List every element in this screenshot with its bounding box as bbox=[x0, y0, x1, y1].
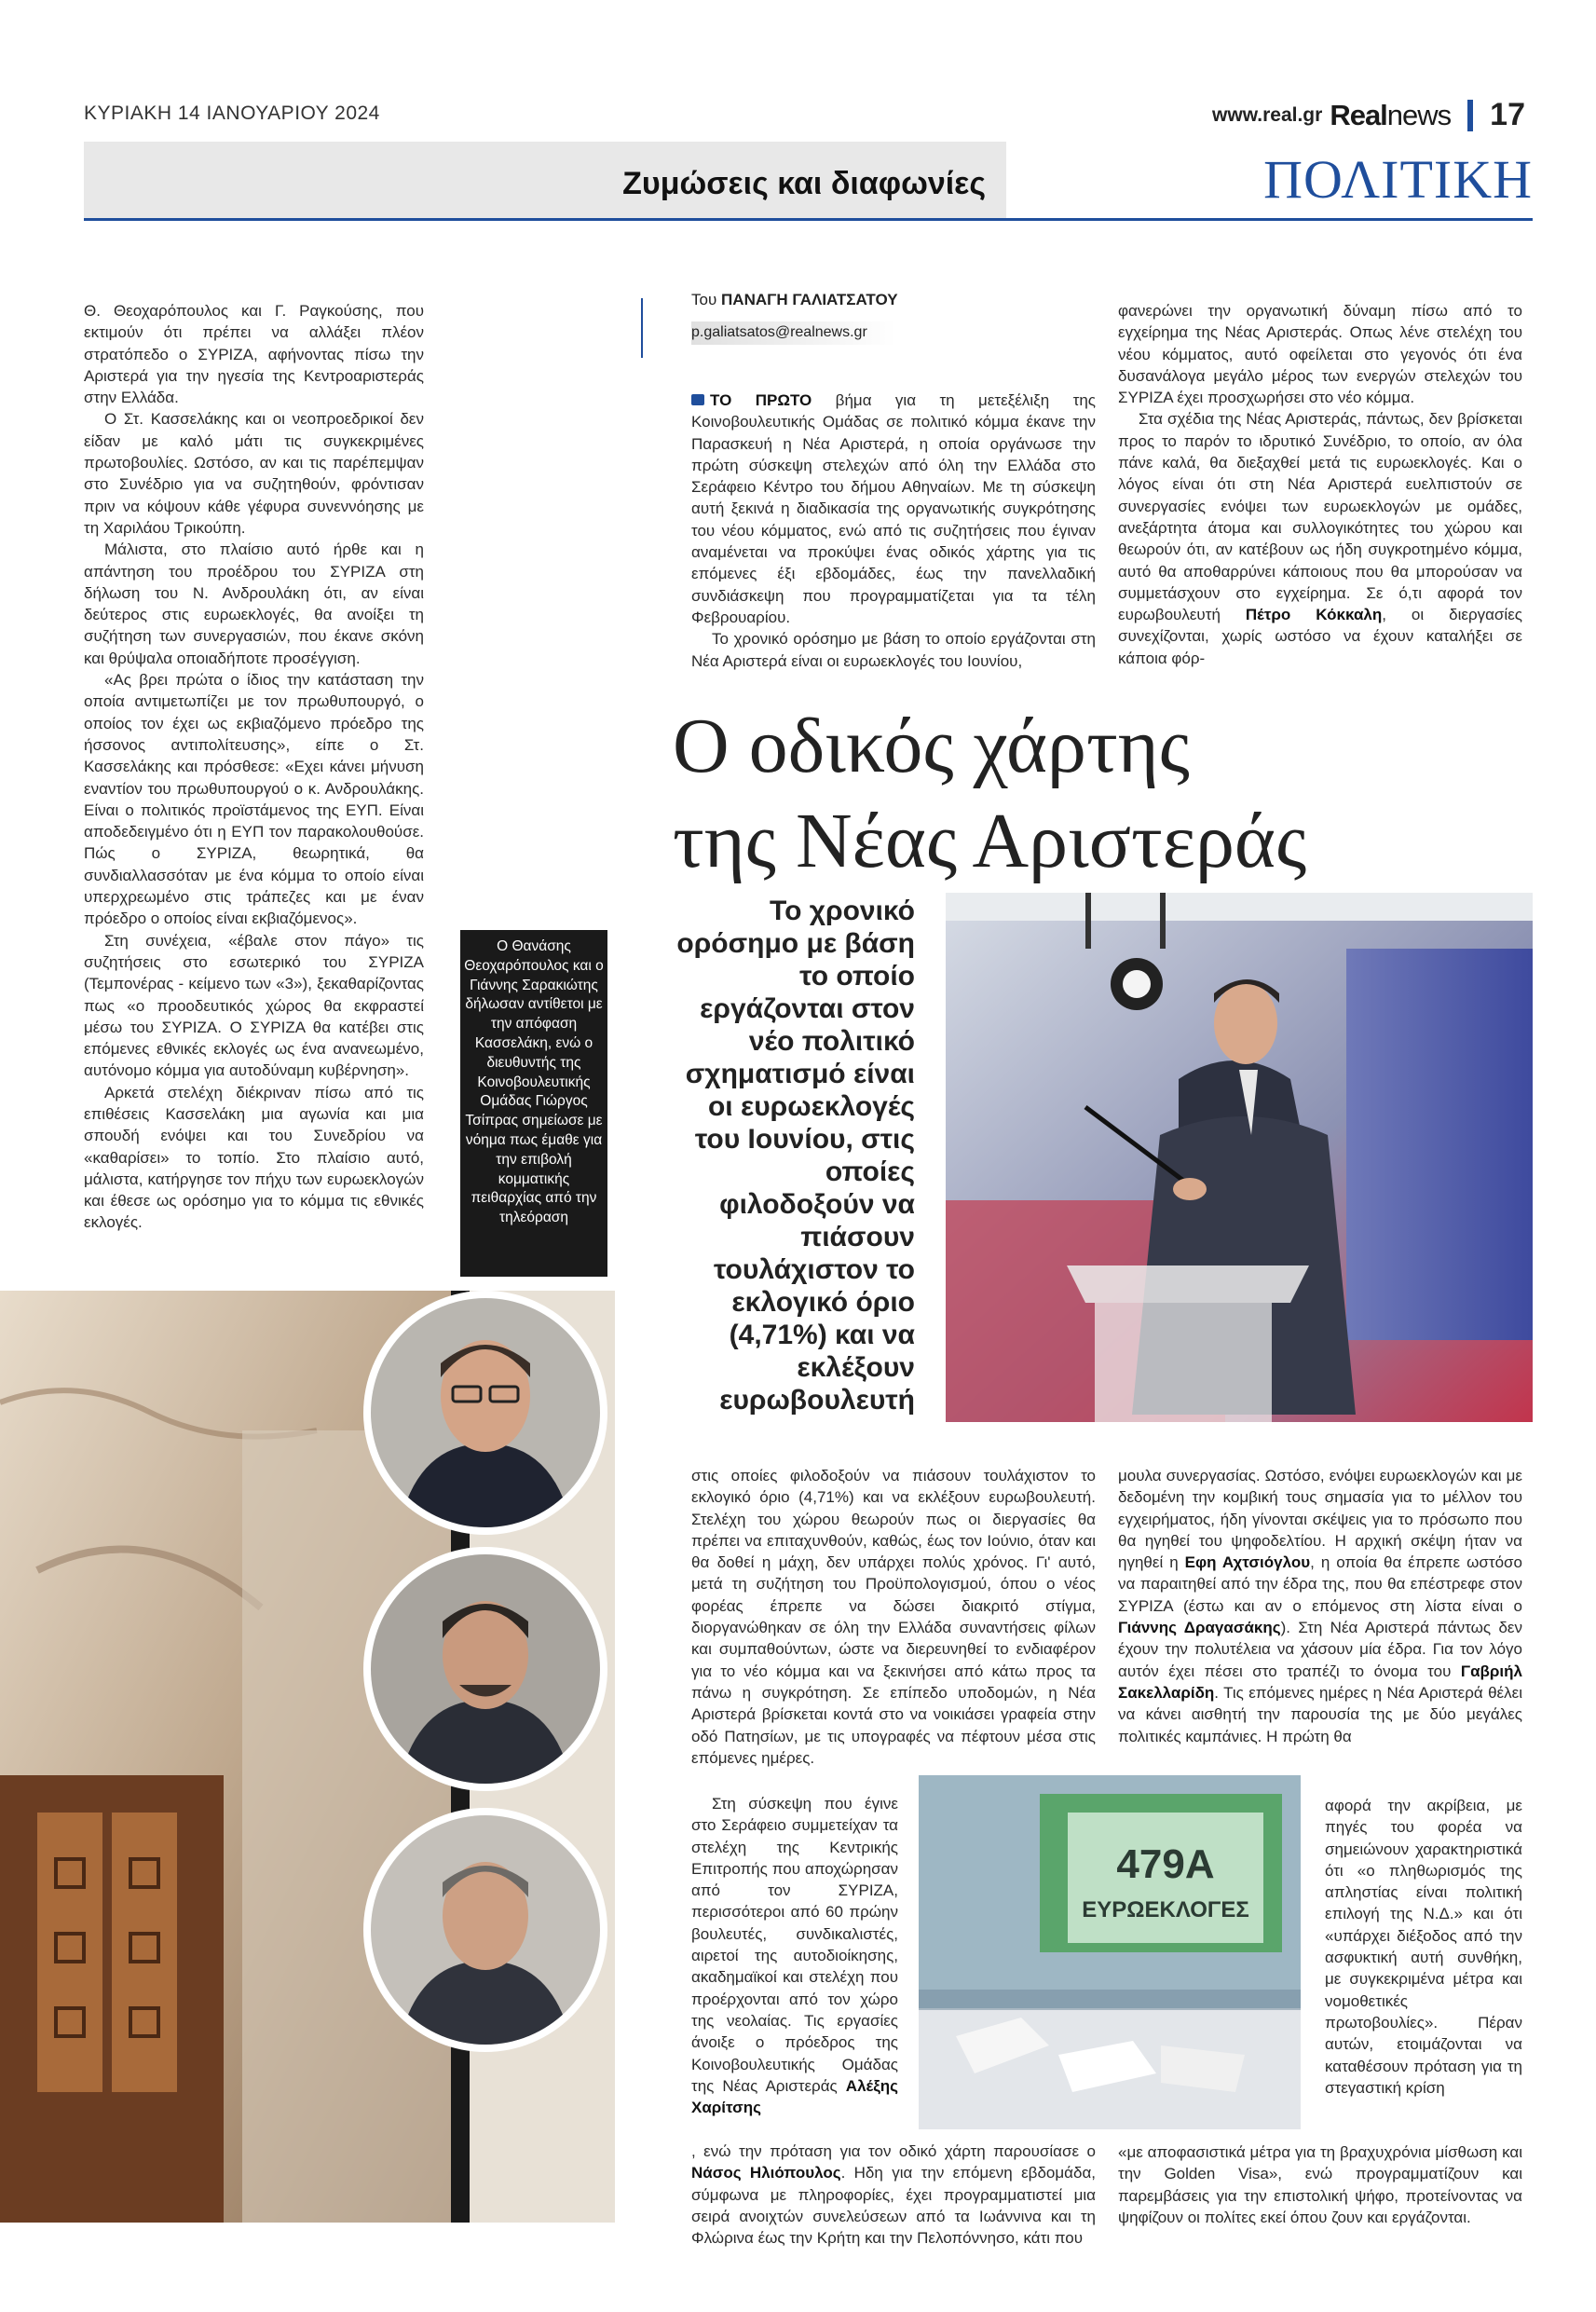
portrait-tsipras bbox=[363, 1808, 607, 2052]
pull-quote: Το χρονικό ορόσημο με βάση το οποίο εργάζονται στον νέο πολιτικό σχηματισμό είναι οι ευρωεκλογές του Ιουνίου, στις οποίες φιλοδοξούν να πιάσουν τουλάχιστον το εκλογικό όριο (4,71%) και να εκλέξουν ευρωβουλευτή bbox=[676, 896, 915, 1416]
portrait-sarakiotis bbox=[363, 1547, 607, 1791]
paragraph: «Ας βρει πρώτα ο ίδιος την κατάσταση την οποία αντιμετωπίζει με τον πρωθυπουργό, ο οποίος τον έχει ως εκβιαζόμενο πρόεδρο της ήσσονος αντιπολίτευσης», είπε ο Στ. Κασσελάκης και πρόσθεσε: «Εχει κάνει μήνυση εναντίον του πρωθυπουργού ο κ. Ανδρουλάκης. Είναι ο πολιτικός προϊστάμενος της ΕΥΠ. Είναι αποδεδειγμένο ότι η ΕΥΠ τον παρακολουθούσε. Πώς ο ΣΥΡΙΖΑ, θεωρητικά, θα συνδιαλλασσόταν με ένα κόμμα το οποίο είναι υπερχρεωμένο στις τράπεζες και με έναν πρόεδρο ο οποίος είναι εκβιαζόμενος». bbox=[84, 671, 424, 928]
byline-author: ΠΑΝΑΓΗ ΓΑΛΙΑΤΣΑΤΟΥ bbox=[721, 291, 898, 308]
lead-label: ΤΟ ΠΡΩΤΟ bbox=[710, 391, 812, 409]
page-number: 17 bbox=[1490, 97, 1525, 132]
column-1 bbox=[84, 300, 424, 1234]
paragraph: Αρκετά στελέχη διέκριναν πίσω από τις επιθέσεις Κασσελάκη μια αγωνία και μια σπουδή ενόψει και του Συνεδρίου να «καθαρίσει» το τοπίο. Στο πλαίσιο αυτό, μάλιστα, κατήργησε τον πήχυ των ευρωεκλογών και έθεσε ως ορόσημο για το κόμμα τις εθνικές εκλογές. bbox=[84, 1083, 424, 1232]
text-run: ). Στη Νέα Αριστερά πάντως δεν έχουν την πολυτέλεια να χάσουν μία έδρα. Για τον λόγο αυτόν έχει πέσει στο τραπέζι το όνομα του bbox=[1118, 1619, 1522, 1680]
paragraph bbox=[1118, 1465, 1522, 1747]
column-5-narrow bbox=[1325, 1795, 1522, 2099]
speaker-photo bbox=[946, 893, 1533, 1422]
text-run: . Ηδη για την επόμενη εβδομάδα, σύμφωνα με πληροφορίες, έχει προγραμματιστεί μια σειρά ανοιχτών συνελεύσεων από τα Ιωάννινα και τη Φλώρινα έως την Κρήτη και την Πελοπόννησο, κάτι που bbox=[691, 2164, 1097, 2248]
person-name: Γαβριήλ Σακελλαρίδη bbox=[1118, 1662, 1522, 1702]
column-4 bbox=[691, 1465, 1096, 1769]
paragraph: αφορά την ακρίβεια, με πηγές του φορέα να σημειώνουν χαρακτηριστικά ότι «ο πληθωρισμός της απληστίας είναι πολιτική επιλογή της Ν.Δ.» και ότι «υπάρχει διέξοδος από την ασφυκτική αυτή συνθήκη, με συγκεκριμένα μέτρα και νομοθετικές πρωτοβουλίες». Πέραν αυτών, ετοιμάζονται να καταθέσουν πρόταση για τη στεγαστική κρίση bbox=[1325, 1797, 1522, 2097]
text-run: , η οποία θα έπρεπε ωστόσο να παραιτηθεί από την έδρα της, που θα επέστρεφε στον ΣΥΡΙΖΑ (έστω και αν ο επόμενος στη λίστα είναι ο bbox=[1118, 1553, 1522, 1615]
text-run: , οι διεργασίες συνεχίζονται, χωρίς ωστόσο να έχουν καταλήξει σε κάποια φόρ- bbox=[1118, 606, 1522, 667]
byline bbox=[691, 291, 898, 309]
paragraph: Στη συνέχεια, «έβαλε στον πάγο» τις συζητήσεις στο εσωτερικό του ΣΥΡΙΖΑ (Τεμπονέρας - κείμενο των «3»), ξεκαθαρίζοντας πως «ο προοδευτικός χώρος θα εκφραστεί μέσω του ΣΥΡΙΖΑ. Ο ΣΥΡΙΖΑ θα κατέβει στις επόμενες εθνικές εκλογές ως ένα ανανεωμένο, αυτόνομο κόμμα για αυτοδύναμη κυβέρνηση». bbox=[84, 931, 424, 1080]
brand-bold: Real bbox=[1330, 98, 1387, 131]
paragraph: φανερώνει την οργανωτική δύναμη πίσω από το εγχείρημα της Νέας Αριστεράς. Οπως λένε στελέχη του νέου κόμματος, αυτό οφείλεται στο γεγονός ότι ένα δυσανάλογα μεγάλο μέρος των ενεργών στελεχών του ΣΥΡΙΖΑ έχει προσχωρήσει στο νέο κόμμα. bbox=[1118, 302, 1522, 407]
person-name: Αλέξης Χαρίτσης bbox=[691, 2076, 898, 2117]
site-url[interactable]: www.real.gr bbox=[1212, 103, 1323, 126]
headline bbox=[673, 699, 1539, 889]
column-5-tail bbox=[1118, 2141, 1522, 2228]
brand-logo bbox=[1330, 99, 1451, 132]
column-4-tail bbox=[691, 2141, 1096, 2249]
headline-line-2: της Νέας Αριστεράς bbox=[673, 798, 1307, 884]
ballot-label: ΕΥΡΩΕΚΛΟΓΕΣ bbox=[1082, 1897, 1249, 1922]
column-3 bbox=[1118, 300, 1522, 669]
issue-date: ΚΥΡΙΑΚΗ 14 ΙΑΝΟΥΑΡΙΟΥ 2024 bbox=[84, 103, 380, 124]
paragraph: στις οποίες φιλοδοξούν να πιάσουν τουλάχιστον το εκλογικό όριο (4,71%) και να εκλέξουν ευρωβουλευτή. Στελέχη του χώρου θεωρούν πως οι διεργασίες θα πρέπει να επιταχυνθούν, καθώς, έως τον Ιούνιο, όταν και θα δοθεί η μάχη, δεν υπάρχει πολύς χρόνος. Γι' αυτό, μετά τη συζήτηση του Προϋπολογισμού, όπου ο νέος φορέας έπρεπε να δώσει διακριτό στίγμα, διοργανώθηκαν σε όλη την Ελλάδα συναντήσεις φίλων και συμπαθούντων, ώστε να διερευνηθεί το ενδιαφέρον για το νέο κόμμα και να ξεκινήσει από κάτω προς τα πάνω η συγκρότηση. Σε επίπεδο υποδομών, η Νέα Αριστερά βρίσκεται κοντά στο να νοικιάσει γραφεία στην οδό Πατησίων, με τις υπογραφές να πέφτουν μέσα στις επόμενες ημέρες. bbox=[691, 1467, 1096, 1767]
person-name: Εφη Αχτσιόγλου bbox=[1184, 1553, 1311, 1572]
column-5 bbox=[1118, 1465, 1522, 1747]
person-name: Γιάννης Δραγασάκης bbox=[1118, 1619, 1281, 1637]
parliament-photo bbox=[0, 1291, 615, 2223]
text-run: . Τις επόμενες ημέρες η Νέα Αριστερά θέλει να κάνει αισθητή την παρουσία της με δύο μεγάλες πολιτικές καμπάνιες. Η πρώτη θα bbox=[1118, 1683, 1522, 1745]
paragraph: Το χρονικό ορόσημο με βάση το οποίο εργάζονται στη Νέα Αριστερά είναι οι ευρωεκλογές του Ιουνίου, bbox=[691, 630, 1096, 670]
paragraph bbox=[1118, 408, 1522, 669]
text-run: Στη σύσκεψη που έγινε στο Σεράφειο συμμετείχαν τα στελέχη της Κεντρικής Επιτροπής που αποχώρησαν από τον ΣΥΡΙΖΑ, περισσότεροι από 60 πρώην βουλευτές, συνδικαλιστές, αιρετοί της αυτοδιοίκησης, ακαδημαϊκοί και στελέχη που προέρχονται από τον χώρο της νεολαίας. Τις εργασίες άνοιξε ο πρόεδρος της Κοινοβουλευτικής Ομάδας της Νέας Αριστεράς bbox=[691, 1795, 898, 2095]
column-4-narrow bbox=[691, 1793, 898, 2118]
text-run: Στα σχέδια της Νέας Αριστεράς, πάντως, δεν βρίσκεται προς το παρόν το ιδρυτικό Συνέδριο, το οποίο, αν όλα πάνε καλά, θα διεξαχθεί μετά τις ευρωεκλογές. Και ο λόγος είναι ότι στη Νέα Αριστερά ευελπιστούν σε συνεργασίες ενόψει των ευρωεκλογών με ομάδες, ανεξάρτητα άτομα και συλλογικότητες του χώρου και θεωρούν ότι, αν κατέβουν ως ήδη συγκροτημένο κόμμα, αυτό θα αποθαρρύνει κάποιους που θα μπορούσαν να συμμετάσχουν στο εγχείρημα. Σε ό,τι αφορά τον ευρωβουλευτή bbox=[1118, 410, 1522, 624]
byline-rule bbox=[641, 298, 643, 358]
paragraph: Θ. Θεοχαρόπουλος και Γ. Ραγκούσης, που εκτιμούν ότι πρέπει να αλλάξει πλέον στρατόπεδο ο ΣΥΡΙΖΑ, αφήνοντας πίσω την Αριστερά για την ηγεσία της Κεντροαριστεράς στην Ελλάδα. bbox=[84, 302, 424, 407]
photo-caption: Ο Θανάσης Θεοχαρόπουλος και ο Γιάννης Σαρακιώτης δήλωσαν αντίθετοι με την απόφαση Κασσελάκη, ενώ ο διευθυντής της Κοινοβουλευτικής Ομάδας Γιώργος Τσίπρας σημείωσε με νόημα πως έμαθε για την επιβολή κομματικής πειθαρχίας από την τηλεόραση bbox=[464, 938, 604, 1226]
header-rule bbox=[84, 218, 1533, 221]
paragraph: «με αποφασιστικά μέτρα για τη βραχυχρόνια μίσθωση και την Golden Visa», ενώ προγραμματίζουν και παρεμβάσεις για την επιστολική ψήφο, προτείνοντας να ψηφίζουν οι πολίτες εκεί όπου ζουν και εργάζονται. bbox=[1118, 2143, 1522, 2226]
paragraph bbox=[691, 2141, 1096, 2249]
person-name: Πέτρο Κόκκαλη bbox=[1245, 606, 1383, 624]
subhead: Ζυμώσεις και διαφωνίες bbox=[622, 166, 986, 201]
brand-divider bbox=[1467, 100, 1473, 131]
person-name: Νάσος Ηλιόπουλος bbox=[691, 2164, 841, 2182]
column-2 bbox=[691, 390, 1096, 672]
ballot-photo bbox=[919, 1775, 1301, 2129]
text-run: μουλα συνεργασίας. Ωστόσο, ενόψει ευρωεκλογών και με δεδομένη την κομβική τους σημασία για το μέλλον του εγχειρήματος, ήδη γίνονται σκέψεις για το πρόσωπο που θα ηγηθεί του ψηφοδελτίου. Η αρχική σκέψη ήταν να ηγηθεί η bbox=[1118, 1467, 1522, 1572]
portrait-theocharopoulos bbox=[363, 1291, 607, 1535]
text-run: , ενώ την πρόταση για τον οδικό χάρτη παρουσίασε ο bbox=[691, 2142, 1096, 2160]
masthead bbox=[1212, 97, 1525, 133]
paragraph: Μάλιστα, στο πλαίσιο αυτό ήρθε και η απάντηση του προέδρου του ΣΥΡΙΖΑ στη δήλωση του Ν. Ανδρουλάκη ότι, αν είναι δεύτερος στις ευρωεκλογές, θα ανοίξει τη συζήτηση των συνεργασιών, που έκανε σκόνη και θρύψαλα οποιαδήποτε προσέγγιση. bbox=[84, 540, 424, 667]
brand-light: news bbox=[1386, 98, 1452, 131]
lead-text: βήμα για τη μετεξέλιξη της Κοινοβουλευτικής Ομάδας σε πολιτικό κόμμα έκανε την Παρασκευή η Νέα Αριστερά, η οποία οργάνωσε την πρώτη σύσκεψη στελεχών από όλη την Ελλάδα στο Σεράφειο Κέντρο του δήμου Αθηναίων. Με τη σύσκεψη αυτή ξεκινά η διαδικασία της οργανωτικής συγκρότησης του νέου κόμματος, ενώ από τις συζητήσεις που έγιναν αναμένεται να προκύψει ένας οδικός χάρτης για τις επόμενες έξι εβδομάδες, έως την πανελλαδική συνδιάσκεψη που προγραμματίζεται για τα τέλη Φεβρουαρίου. bbox=[691, 391, 1096, 626]
lead-paragraph bbox=[691, 390, 1096, 628]
paragraph: Ο Στ. Κασσελάκης και οι νεοπροεδρικοί δεν είδαν με καλό μάτι τις συγκεκριμένες πρωτοβουλίες. Ωστόσο, αν και τις παρέπεμψαν στο Συνέδριο για να συζητηθούν, φρόντισαν πριν να κόψουν κάθε γέφυρα συνεννόησης με τη Χαριλάου Τρικούπη. bbox=[84, 410, 424, 537]
ballot-code: 479Α bbox=[1116, 1841, 1215, 1887]
author-email[interactable]: p.galiatsatos@realnews.gr bbox=[691, 321, 895, 345]
paragraph bbox=[691, 1793, 898, 2118]
headline-line-1: Ο οδικός χάρτης bbox=[673, 703, 1190, 789]
lead-marker-icon bbox=[691, 394, 704, 405]
byline-prefix: Του bbox=[691, 291, 717, 308]
section-title: ΠΟΛΙΤΙΚΗ bbox=[1263, 149, 1533, 210]
